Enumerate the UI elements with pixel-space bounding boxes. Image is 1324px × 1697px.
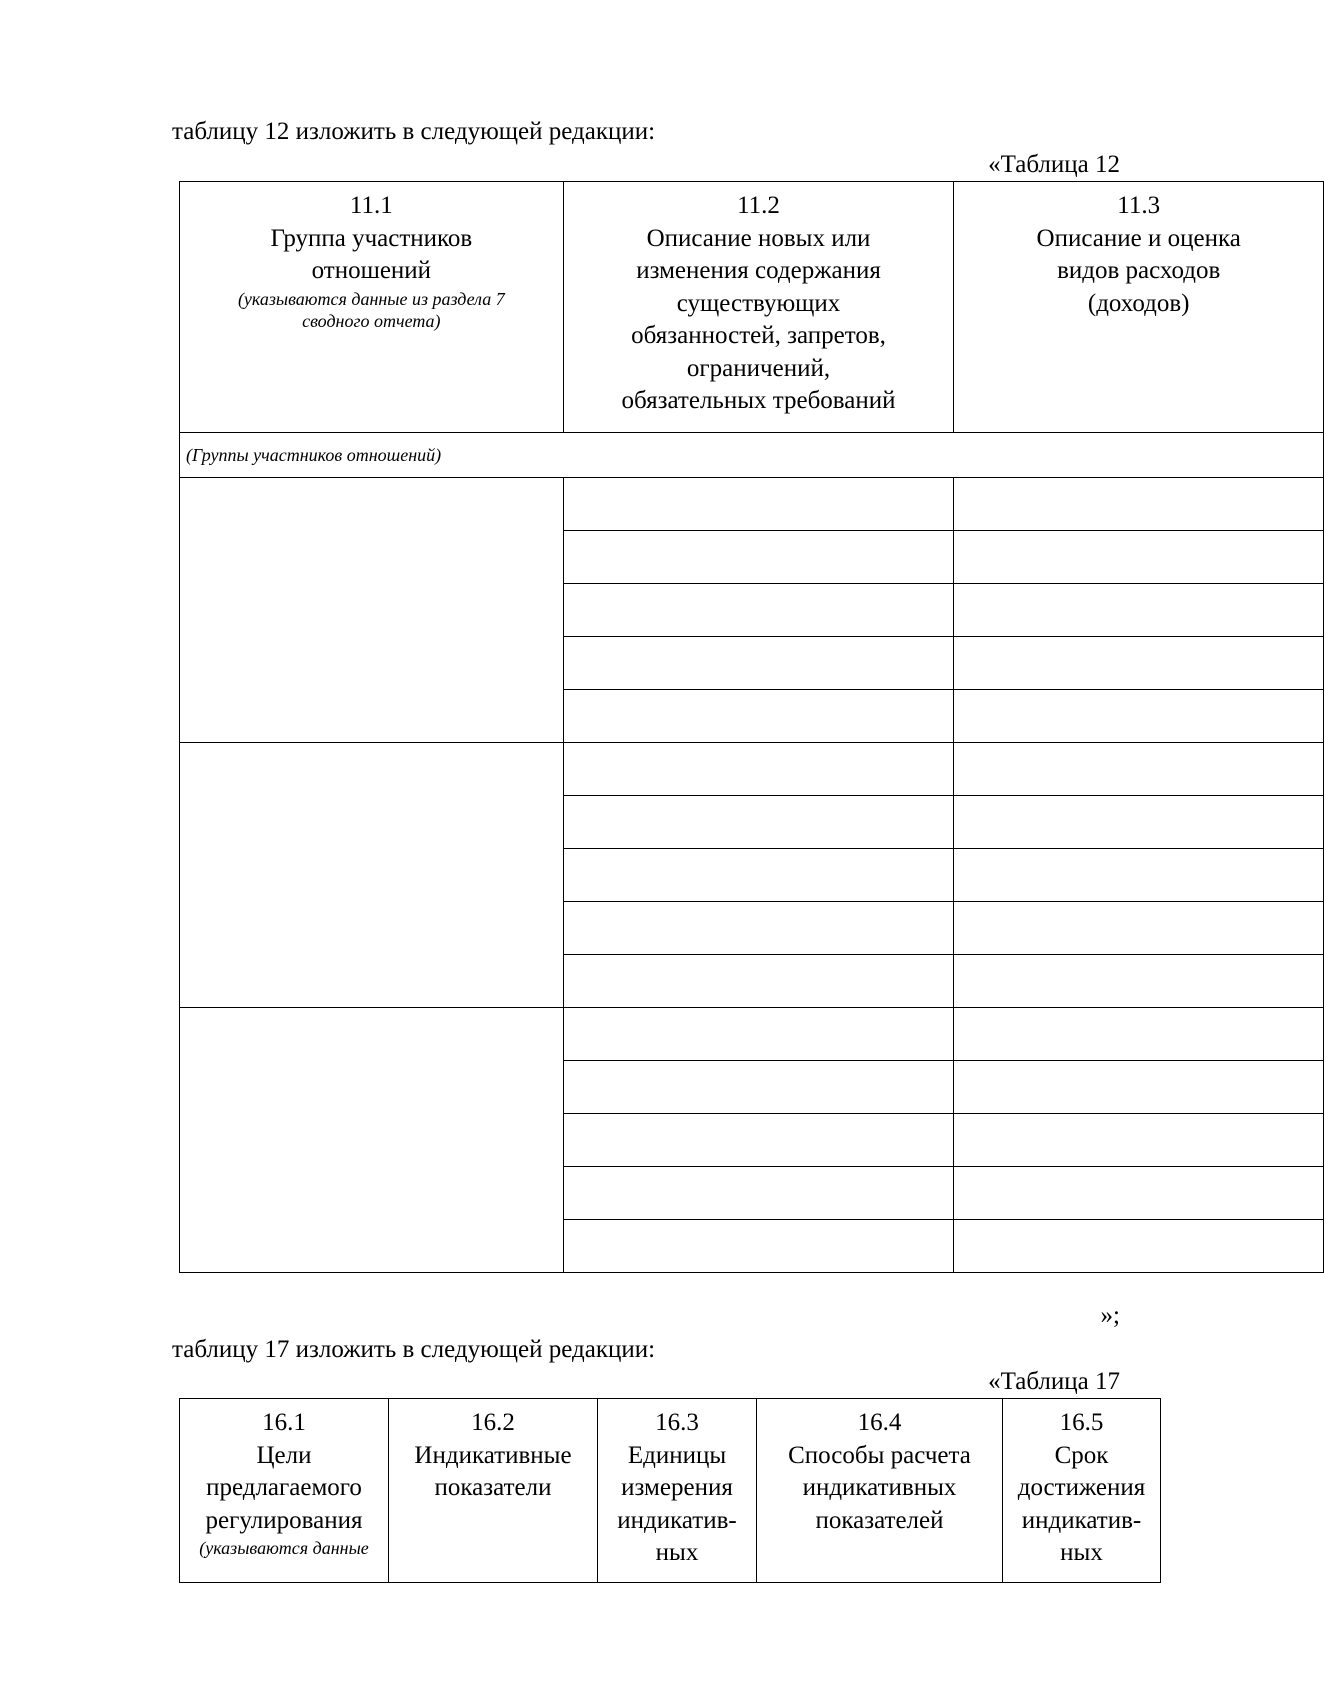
- header-text: обязанностей, запретов,: [631, 322, 886, 349]
- table-cell[interactable]: [954, 743, 1324, 796]
- table-cell[interactable]: [563, 531, 954, 584]
- table-cell[interactable]: [563, 637, 954, 690]
- table-cell[interactable]: [954, 690, 1324, 743]
- table-cell[interactable]: [954, 902, 1324, 955]
- table-cell[interactable]: [563, 1114, 954, 1167]
- header-text: предлагаемого: [206, 1474, 362, 1501]
- table-cell[interactable]: [563, 584, 954, 637]
- header-number: 16.4: [857, 1409, 902, 1436]
- header-note: (указываются данные из раздела 7: [237, 288, 505, 309]
- table-cell[interactable]: [563, 690, 954, 743]
- closing-quote-table-12: »;: [1100, 1302, 1120, 1329]
- header-text: измерения: [621, 1474, 733, 1501]
- caption-table-12: «Таблица 12: [988, 151, 1120, 178]
- header-text: ных: [655, 1539, 699, 1566]
- header-text: индикативных: [802, 1474, 957, 1501]
- header-text: ограничений,: [686, 354, 831, 382]
- table-17-header-16-3: [598, 1399, 757, 1583]
- table-12-header-11-2: [563, 182, 954, 433]
- header-text: индикатив-: [1021, 1506, 1142, 1534]
- header-text: обязательных требований: [621, 387, 896, 414]
- header-number: 16.5: [1059, 1409, 1104, 1436]
- header-text: отношений: [311, 257, 432, 284]
- table-cell[interactable]: [563, 1220, 954, 1273]
- header-number: 16.2: [471, 1409, 515, 1436]
- header-text: Группа участников: [270, 224, 473, 252]
- header-number: 16.1: [262, 1409, 306, 1436]
- table-17-header-16-5: [1003, 1399, 1161, 1583]
- group-cell[interactable]: [180, 743, 564, 1008]
- table-cell[interactable]: [563, 1167, 954, 1220]
- table-17-header-16-1: [180, 1399, 389, 1583]
- table-12-header-row: [180, 182, 1324, 433]
- table-row: [180, 1008, 1324, 1061]
- group-row-label: (Группы участников отношений): [180, 433, 1324, 478]
- table-cell[interactable]: [563, 849, 954, 902]
- header-text: показатели: [434, 1474, 552, 1501]
- table-17-header-row: [180, 1399, 1161, 1583]
- table-cell[interactable]: [954, 955, 1324, 1008]
- table-cell[interactable]: [954, 1061, 1324, 1114]
- table-cell[interactable]: [563, 1061, 954, 1114]
- table-17: [179, 1398, 1161, 1583]
- table-cell[interactable]: [954, 1167, 1324, 1220]
- header-text: Единицы: [627, 1441, 727, 1469]
- table-12-header-11-3: [954, 182, 1324, 433]
- header-text: регулирования: [205, 1506, 363, 1534]
- header-note: сводного отчета): [302, 310, 441, 331]
- header-text: Способы расчета: [788, 1441, 971, 1469]
- table-12-group-row: [180, 433, 1324, 478]
- header-text: Срок: [1054, 1441, 1109, 1469]
- group-cell[interactable]: [180, 1008, 564, 1273]
- table-row: [180, 743, 1324, 796]
- header-number: 11.1: [349, 192, 393, 219]
- header-number: 16.3: [655, 1409, 699, 1436]
- header-note: (указываются данные: [199, 1538, 369, 1558]
- group-cell[interactable]: [180, 478, 564, 743]
- table-cell[interactable]: [954, 531, 1324, 584]
- table-cell[interactable]: [954, 584, 1324, 637]
- table-cell[interactable]: [563, 478, 954, 531]
- header-text: существующих: [676, 289, 841, 317]
- header-text: видов расходов: [1057, 257, 1221, 284]
- caption-table-17: «Таблица 17: [988, 1368, 1120, 1395]
- table-cell[interactable]: [563, 955, 954, 1008]
- table-cell[interactable]: [563, 743, 954, 796]
- header-text: показателей: [815, 1506, 944, 1534]
- header-text: (доходов): [1087, 289, 1190, 317]
- table-17-header-16-4: [757, 1399, 1003, 1583]
- intro-table-17: таблицу 17 изложить в следующей редакции:: [172, 1336, 656, 1363]
- header-text: Описание и оценка: [1036, 224, 1241, 252]
- table-cell[interactable]: [563, 902, 954, 955]
- table-12: [179, 181, 1324, 1273]
- intro-table-12: таблицу 12 изложить в следующей редакции:: [172, 118, 656, 145]
- table-cell[interactable]: [954, 1220, 1324, 1273]
- table-cell[interactable]: [954, 849, 1324, 902]
- header-text: Индикативные: [414, 1441, 572, 1469]
- header-number: 11.3: [1117, 192, 1161, 219]
- table-cell[interactable]: [954, 796, 1324, 849]
- header-text: Цели: [256, 1441, 312, 1469]
- table-cell[interactable]: [954, 1114, 1324, 1167]
- table-cell[interactable]: [563, 1008, 954, 1061]
- header-text: изменения содержания: [636, 257, 881, 284]
- table-17-header-16-2: [389, 1399, 598, 1583]
- table-cell[interactable]: [954, 1008, 1324, 1061]
- table-row: [180, 478, 1324, 531]
- header-text: достижения: [1017, 1474, 1146, 1501]
- table-cell[interactable]: [563, 796, 954, 849]
- table-cell[interactable]: [954, 478, 1324, 531]
- header-text: Описание новых или: [646, 224, 871, 252]
- header-text: индикатив-: [617, 1506, 737, 1534]
- header-text: ных: [1060, 1539, 1103, 1566]
- header-number: 11.2: [737, 192, 780, 219]
- table-12-header-11-1: [180, 182, 564, 433]
- table-cell[interactable]: [954, 637, 1324, 690]
